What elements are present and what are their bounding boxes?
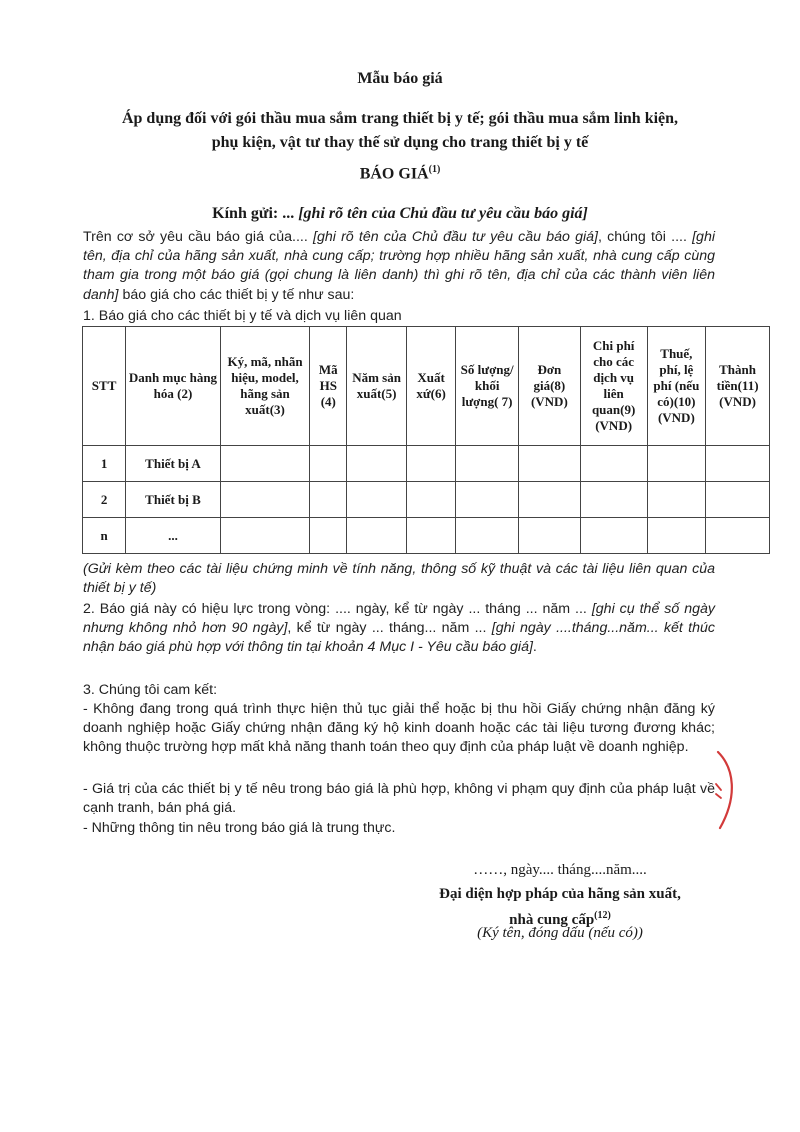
commitment-item-2: - Giá trị của các thiết bị y tế nêu trong báo giá là phù hợp, không vi phạm quy định của pháp luật về cạnh tranh, bán phá giá.	[83, 781, 715, 817]
table-cell	[220, 518, 309, 554]
col-tax-fee: Thuế, phí, lệ phí (nếu có)(10) (VND)	[647, 327, 706, 446]
table-row	[83, 446, 770, 482]
commitment-item-3: - Những thông tin nêu trong báo giá là trung thực.	[83, 820, 396, 836]
table-cell	[519, 482, 581, 518]
table-cell	[647, 482, 706, 518]
quotation-table	[82, 326, 770, 554]
table-cell	[347, 446, 407, 482]
quotation-heading	[0, 164, 800, 183]
intro-hint2: [ghi tên, địa chỉ của hãng sản xuất, nhà cung cấp; trường hợp nhiều hãng sản xuất, nhà cung cấp cùng tham gia trong một báo giá (gọi chung là liên danh) thì ghi rõ tên, địa chỉ của các thành viên liên danh]	[83, 229, 715, 303]
col-origin: Xuất xứ(6)	[406, 327, 455, 446]
table-cell	[580, 482, 647, 518]
commitment-item-1: - Không đang trong quá trình thực hiện thủ tục giải thể hoặc bị thu hồi Giấy chứng nhận đăng ký doanh nghiệp hoặc Giấy chứng nhận đăng ký hộ kinh doanh hoặc các tài liệu tương đương khác; không thuộc trường hợp mất khả năng thanh toán theo quy định của pháp luật về doanh nghiệp.	[83, 701, 715, 756]
col-unit-price: Đơn giá(8) (VND)	[519, 327, 581, 446]
intro-hint1: [ghi rõ tên của Chủ đầu tư yêu cầu báo giá]	[313, 229, 598, 245]
form-subtitle-line2: phụ kiện, vật tư thay thế sử dụng cho trang thiết bị y tế	[211, 134, 589, 151]
form-subtitle	[0, 107, 800, 155]
col-total: Thành tiền(11) (VND)	[706, 327, 770, 446]
table-cell	[347, 518, 407, 554]
table-cell	[456, 518, 519, 554]
col-item-category: Danh mục hàng hóa (2)	[126, 327, 221, 446]
table-cell	[220, 482, 309, 518]
table-cell	[406, 446, 455, 482]
signature-rep-note: (12)	[594, 910, 611, 921]
intro-part2: , chúng tôi ....	[597, 229, 687, 245]
table-cell	[706, 518, 770, 554]
validity-hint1: [ghi cụ thể số ngày nhưng không nhỏ hơn 90 ngày]	[83, 601, 715, 637]
addressee-label: Kính gửi: ...	[212, 205, 295, 222]
table-cell	[580, 446, 647, 482]
table-cell	[647, 518, 706, 554]
signature-date-line: ……, ngày.... tháng....năm....	[473, 862, 647, 878]
intro-paragraph	[83, 228, 715, 305]
quotation-heading-note: (1)	[428, 164, 441, 175]
intro-part3: báo giá cho các thiết bị y tế như sau:	[118, 286, 355, 303]
table-cell	[310, 446, 347, 482]
table-row	[83, 518, 770, 554]
table-cell	[310, 482, 347, 518]
table-cell	[406, 518, 455, 554]
col-hs-code: Mã HS (4)	[310, 327, 347, 446]
table-cell	[406, 482, 455, 518]
table-cell	[519, 518, 581, 554]
table-header-row	[83, 327, 770, 446]
section1-heading: 1. Báo giá cho các thiết bị y tế và dịch vụ liên quan	[83, 308, 402, 324]
signature-sign-hint: (Ký tên, đóng dấu (nếu có))	[477, 925, 643, 941]
margin-stamp-mark	[712, 750, 740, 832]
table-cell: ...	[126, 518, 221, 554]
table-row	[83, 482, 770, 518]
table-cell: Thiết bị A	[126, 446, 221, 482]
validity-part2: , kể từ ngày ... tháng... năm ...	[287, 620, 487, 637]
col-model-manufacturer: Ký, mã, nhãn hiệu, model, hãng sản xuất(3)	[220, 327, 309, 446]
signature-rep-line1: Đại diện hợp pháp của hãng sản xuất,	[439, 886, 681, 902]
attachment-note: (Gửi kèm theo các tài liệu chứng minh về tính năng, thông số kỹ thuật và các tài liệu liên quan của thiết bị y tế)	[83, 561, 715, 597]
table-cell	[456, 482, 519, 518]
addressee-hint: [ghi rõ tên của Chủ đầu tư yêu cầu báo giá]	[298, 205, 588, 222]
signature-rep-line2: nhà cung cấp	[509, 912, 595, 928]
table-cell	[456, 446, 519, 482]
margin-stamp-tick	[716, 784, 721, 798]
table-cell: 2	[83, 482, 126, 518]
form-title: Mẫu báo giá	[357, 70, 443, 87]
table-cell: n	[83, 518, 126, 554]
col-quantity: Số lượng/ khối lượng( 7)	[456, 327, 519, 446]
validity-part3: .	[532, 639, 537, 656]
col-service-cost: Chi phí cho các dịch vụ liên quan(9) (VND)	[580, 327, 647, 446]
quotation-heading-text: BÁO GIÁ	[359, 165, 429, 183]
addressee-line	[0, 205, 800, 223]
validity-paragraph	[83, 600, 715, 658]
form-subtitle-line1: Áp dụng đối với gói thầu mua sắm trang thiết bị y tế; gói thầu mua sắm linh kiện,	[121, 110, 679, 127]
table-cell	[220, 446, 309, 482]
signature-representative	[380, 884, 740, 931]
intro-part1: Trên cơ sở yêu cầu báo giá của....	[83, 229, 308, 245]
col-year: Năm sản xuất(5)	[347, 327, 407, 446]
table-cell: 1	[83, 446, 126, 482]
table-cell	[706, 446, 770, 482]
validity-part1: 2. Báo giá này có hiệu lực trong vòng: .... ngày, kể từ ngày ... tháng ... năm ...	[83, 601, 587, 617]
col-stt: STT	[83, 327, 126, 446]
table-cell	[706, 482, 770, 518]
table-cell	[519, 446, 581, 482]
table-cell	[310, 518, 347, 554]
table-cell	[647, 446, 706, 482]
validity-hint2: [ghi ngày ....tháng...năm... kết thúc nhận báo giá phù hợp với thông tin tại khoản 4 Mục I - Yêu cầu báo giá]	[83, 620, 715, 656]
table-cell: Thiết bị B	[126, 482, 221, 518]
table-cell	[580, 518, 647, 554]
commitment-heading: 3. Chúng tôi cam kết:	[83, 682, 218, 698]
table-cell	[347, 482, 407, 518]
